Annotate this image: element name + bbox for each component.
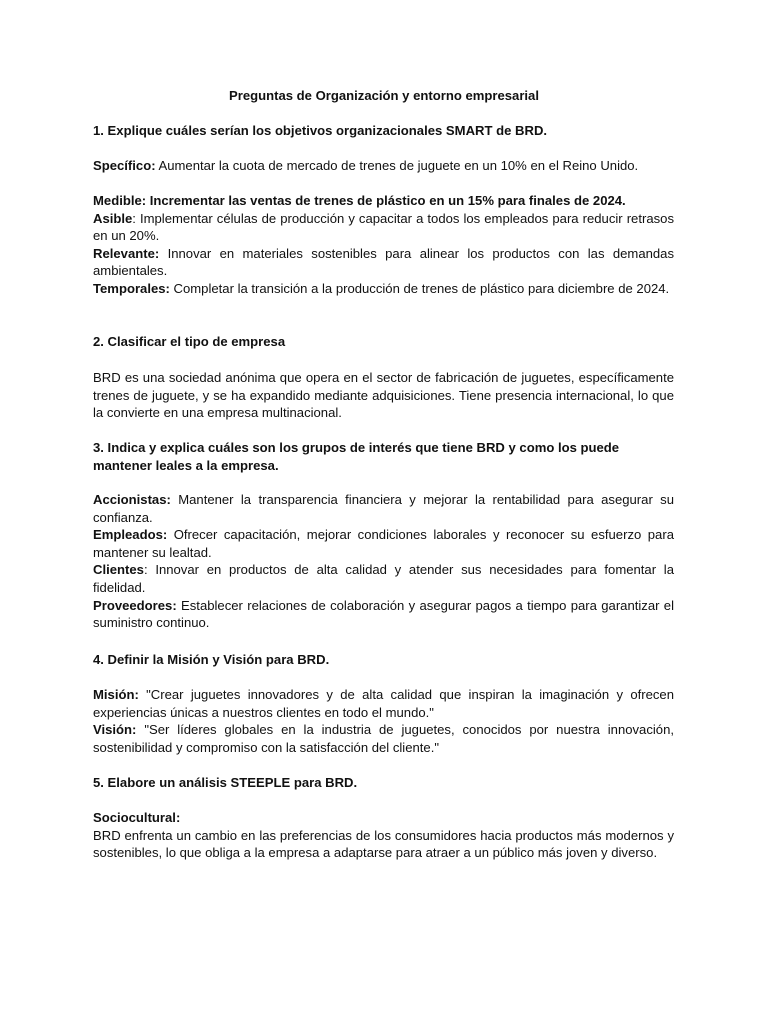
stakeholder-shareholders-text: Mantener la transparencia financiera y mejorar la rentabilidad para asegurar su confianza. (93, 492, 674, 525)
smart-measurable-label: Medible: (93, 193, 147, 208)
stakeholder-shareholders (93, 491, 674, 526)
smart-measurable-text: Incrementar las ventas de trenes de plástico en un 15% para finales de 2024. (146, 193, 626, 208)
stakeholder-employees (93, 526, 674, 561)
smart-timebound-label: Temporales: (93, 281, 170, 296)
question-3-heading: 3. Indica y explica cuáles son los grupos de interés que tiene BRD y como los puede mantener leales a la empresa. (93, 440, 620, 473)
stakeholder-customers-label: Clientes (93, 562, 144, 578)
smart-timebound (93, 280, 674, 298)
vision-label: Visión: (93, 722, 137, 738)
stakeholder-customers-text: : Innovar en productos de alta calidad y atender sus necesidades para fomentar la fidelidad. (93, 562, 674, 595)
smart-achievable-text: : Implementar células de producción y capacitar a todos los empleados para reducir retrasos en un 20%. (93, 210, 674, 244)
mission-statement (93, 686, 674, 721)
sociocultural-paragraph: BRD enfrenta un cambio en las preferencias de los consumidores hacia productos más modernos y sostenibles, lo que obliga a la empresa a adaptarse para atraer a un público más joven y diverso. (93, 827, 674, 861)
stakeholder-suppliers (93, 597, 674, 632)
document-title: Preguntas de Organización y entorno empresarial (229, 88, 539, 103)
smart-achievable-label: Asible (93, 210, 133, 226)
mission-text: "Crear juguetes innovadores y de alta calidad que inspiran la imaginación y ofrecen experiencias únicas a nuestros clientes en todo el mundo." (93, 687, 674, 720)
stakeholder-employees-text: Ofrecer capacitación, mejorar condiciones laborales y reconocer su esfuerzo para mantener su lealtad. (93, 527, 674, 560)
vision-text: "Ser líderes globales en la industria de juguetes, conocidos por nuestra innovación, sostenibilidad y compromiso con la satisfacción del cliente." (93, 722, 674, 755)
smart-specific (93, 157, 674, 175)
company-type-paragraph: BRD es una sociedad anónima que opera en el sector de fabricación de juguetes, específicamente trenes de juguete, y se ha expandido mediante adquisiciones. Tiene presencia internacional, lo que la convierte en una empresa multinacional. (93, 370, 674, 421)
smart-specific-text: Aumentar la cuota de mercado de trenes de juguete en un 10% en el Reino Unido. (155, 158, 639, 173)
question-1-heading: 1. Explique cuáles serían los objetivos organizacionales SMART de BRD. (93, 123, 548, 138)
smart-specific-label: Specífico: (93, 158, 156, 173)
stakeholder-shareholders-label: Accionistas: (93, 492, 171, 507)
mission-label: Misión: (93, 687, 139, 702)
smart-relevant-text: Innovar en materiales sostenibles para alinear los productos con las demandas ambientales. (93, 245, 674, 279)
smart-relevant-label: Relevante: (93, 245, 160, 261)
stakeholder-suppliers-text: Establecer relaciones de colaboración y asegurar pagos a tiempo para garantizar el suministro continuo. (93, 597, 674, 631)
smart-relevant (93, 245, 674, 280)
question-5-heading: 5. Elabore un análisis STEEPLE para BRD. (93, 775, 358, 790)
smart-achievable (93, 210, 674, 245)
stakeholder-employees-label: Empleados: (93, 527, 168, 543)
sociocultural-heading: Sociocultural: (93, 810, 181, 825)
stakeholder-customers (93, 561, 674, 596)
question-4-heading: 4. Definir la Misión y Visión para BRD. (93, 652, 330, 667)
question-2-heading: 2. Clasificar el tipo de empresa (93, 334, 286, 349)
smart-measurable (93, 192, 674, 210)
vision-statement (93, 721, 674, 756)
stakeholder-suppliers-label: Proveedores: (93, 597, 177, 613)
smart-timebound-text: Completar la transición a la producción de trenes de plástico para diciembre de 2024. (169, 281, 670, 296)
